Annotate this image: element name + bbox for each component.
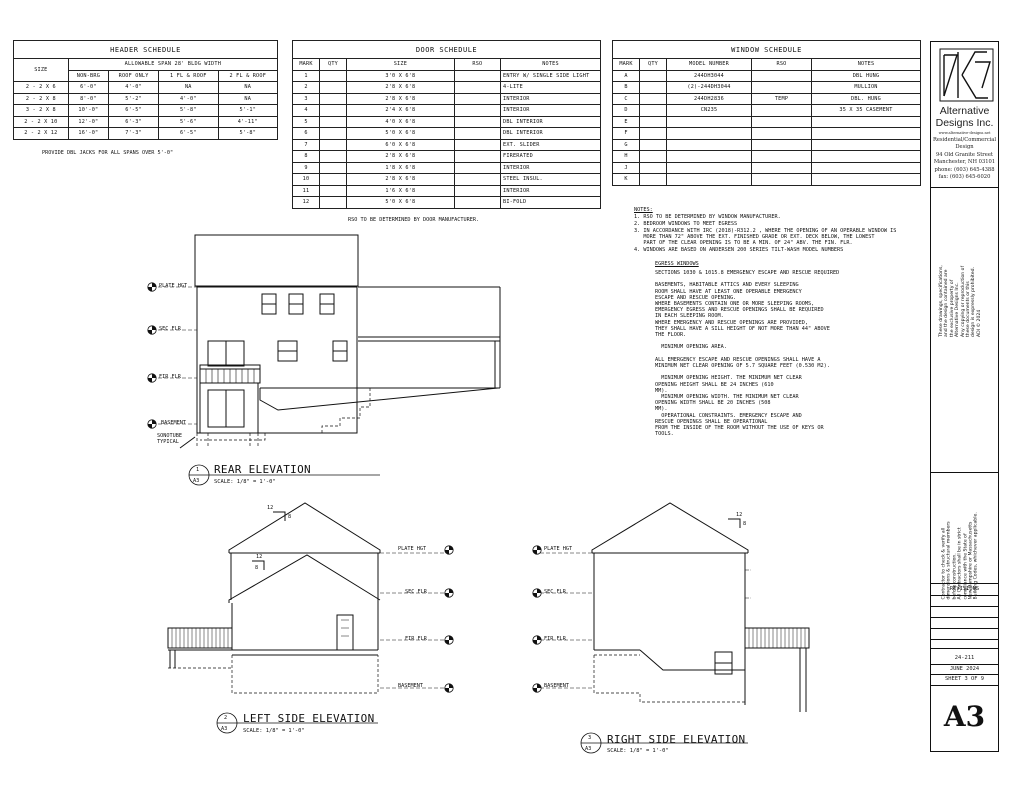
table-cell: 35 X 35 CASEMENT [812,105,921,117]
table-cell: INTERIOR [501,93,601,105]
window-col-header: MODEL NUMBER [667,59,752,71]
table-cell: 3 - 2 X 8 [14,105,69,117]
table-cell: NA [218,93,277,105]
table-cell: 2'4 X 6'8 [347,105,455,117]
table-cell: MULLION [812,82,921,94]
table-cell: J [613,162,640,174]
table-cell: 6'0 X 6'8 [347,139,455,151]
table-cell: 6 [293,128,320,140]
right-elevation-title: RIGHT SIDE ELEVATION [607,733,746,746]
table-cell: 7 [293,139,320,151]
table-cell: 6'-5" [109,105,159,117]
company-phone: phone: (603) 645-4388 [934,167,995,173]
table-cell: G [613,139,640,151]
table-cell: INTERIOR [501,105,601,117]
right-num: 3 [588,735,592,741]
table-cell: B [613,82,640,94]
left-pitch-run-lower: 8 [255,565,259,571]
table-cell: 244DH3044 [667,70,752,82]
left-sec-flr-label: SEC FLR [405,589,427,595]
rear-num: 1 [196,467,200,473]
left-elevation-drawing [168,503,445,693]
table-cell: 3 [293,93,320,105]
door-schedule-footnote: RSO TO BE DETERMINED BY DOOR MANUFACTURER. [348,217,480,223]
right-sheet: A3 [585,746,592,752]
right-pitch-run: 8 [743,521,747,527]
company-name-line2: Designs Inc. [935,117,994,129]
table-cell: BI-FOLD [501,197,601,209]
left-basement-label: BASEMENT [398,683,423,689]
table-cell: 10 [293,174,320,186]
rear-plate-label: PLATE HGT [159,283,188,289]
right-sec-flr-label: SEC FLR [544,589,566,595]
rear-fir-flr-label: FIR FLR [159,374,181,380]
sheet-number: A3 [943,700,986,733]
table-cell: 2'8 X 6'8 [347,82,455,94]
notes-item-2: 2. BEDROOM WINDOWS TO MEET EGRESS [634,221,738,227]
company-website: www.alternative-designs.net [938,131,991,135]
window-col-header: MARK [613,59,640,71]
right-plate-label: PLATE HGT [544,546,573,552]
table-cell: H [613,151,640,163]
table-cell: ENTRY W/ SINGLE SIDE LIGHT [501,70,601,82]
left-elevation-title: LEFT SIDE ELEVATION [243,712,375,725]
rear-sheet: A3 [193,478,200,484]
window-col-header: RSO [752,59,812,71]
header-schedule-title: HEADER SCHEDULE [14,41,278,59]
window-schedule-title: WINDOW SCHEDULE [613,41,921,59]
header-span-heading: ALLOWABLE SPAN 28' BLDG WIDTH [68,59,277,71]
header-size-col: SIZE [14,59,69,82]
table-cell: 2 - 2 X 10 [14,116,69,128]
company-services-1: Residential/Commercial [932,137,997,143]
window-col-header: NOTES [812,59,921,71]
drawing-date: JUNE 2024 [949,666,980,672]
notes-item-4: 4. WINDOWS ARE BASED ON ANDERSEN 200 SERIES TILT-WASH MODEL NUMBERS [634,247,844,253]
sonotube-label: SONOTUBE TYPICAL [157,433,182,445]
rear-elevation-title: REAR ELEVATION [214,463,311,476]
table-cell: 2 - 2 X 8 [14,93,69,105]
table-cell: DBL. HUNG [812,93,921,105]
door-col-header: QTY [320,59,347,71]
left-pitch-rise-lower: 12 [256,554,263,560]
table-cell: 4-LITE [501,82,601,94]
table-cell: 1'8 X 6'8 [347,162,455,174]
door-schedule-title: DOOR SCHEDULE [293,41,601,59]
rear-basement-label: BASEMENT [161,420,186,426]
egress-body: SECTIONS 1030 & 1015.8 EMERGENCY ESCAPE AND RESCUE REQUIRED BASEMENTS, HABITABLE ATTICS AND EVERY SLEEPING ROOM SHALL HAVE AT LEAST ONE OPERABLE EMERGENCY ESCAPE AND RESCUE OPENING. WHERE BASEMENTS CONTAIN ONE OR MORE SLEEPING ROOMS, EMERGENCY EGRESS AND RESCUE OPENINGS SHALL BE REQUIRED IN EACH SLEEPING ROOM. WHERE EMERGENCY AND RESCUE OPENINGS ARE PROVIDED, THEY SHALL HAVE A SILL HEIGHT OF NOT MORE THAN 44" ABOVE THE FLOOR. MINIMUM OPENING AREA. ALL EMERGENCY ESCAPE AND RESCUE OPENINGS SHALL HAVE A MINIMUM NET CLEAR OPENING OF 5.7 SQUARE FEET (0.530 M2). MINIMUM OPENING HEIGHT. THE MINIMUM NET CLEAR OPENING HEIGHT SHALL BE 24 INCHES (610 MM). MINIMUM OPENING WIDTH. THE MINIMUM NET CLEAR OPENING WIDTH SHALL BE 20 INCHES (508 MM). OPERATIONAL CONSTRAINTS. EMERGENCY ESCAPE AND RESCUE OPENINGS SHALL BE OPERATIONAL FROM THE INSIDE OF THE ROOM WITHOUT THE USE OF KEYS OR TOOLS. [655,270,840,438]
table-cell: INTERIOR [501,185,601,197]
table-cell: 2'8 X 6'8 [347,93,455,105]
table-cell: 5'-8" [159,105,218,117]
table-cell: F [613,128,640,140]
notes-item-3: 3. IN ACCORDANCE WITH IRC (2018)-R312.2 , WHERE THE OPENING OF AN OPERABLE WINDOW IS MORE THAN 72" ABOVE THE EXT. FINISHED GRADE OR EXT. DECK BELOW, THE LOWEST PART OF THE CLEAR OPENING IS TO BE A MIN. OF 24" ABV. THE FIN. FLR. [634,228,897,247]
sheet-of: SHEET 3 OF 9 [945,676,984,682]
table-cell: 2 - 2 X 12 [14,128,69,140]
table-cell: 10'-0" [68,105,108,117]
notes-item-1: 1. RSO TO BE DETERMINED BY WINDOW MANUFACTURER. [634,214,781,220]
table-cell: 5'-6" [159,116,218,128]
left-elevation-scale: SCALE: 1/8" = 1'-0" [243,728,305,734]
door-col-header: SIZE [347,59,455,71]
left-pitch-run-upper: 8 [288,514,292,520]
table-cell: 8'-0" [68,93,108,105]
door-col-header: NOTES [501,59,601,71]
table-cell: D [613,105,640,117]
right-fir-flr-label: FIR FLR [544,636,566,642]
table-cell: DBL HUNG [812,70,921,82]
window-col-header: QTY [640,59,667,71]
door-col-header: RSO [454,59,500,71]
right-pitch-rise: 12 [736,512,743,518]
rear-sec-flr-label: SEC FLR [159,326,181,332]
table-cell: 12'-0" [68,116,108,128]
left-plate-label: PLATE HGT [398,546,427,552]
table-cell: 3'0 X 6'8 [347,70,455,82]
company-address-1: 94 Old Granite Street [936,152,993,158]
table-cell: 2'8 X 6'8 [347,174,455,186]
table-cell: (2)-244DH3044 [667,82,752,94]
table-cell: 16'-0" [68,128,108,140]
table-cell: INTERIOR [501,162,601,174]
header-subcol: ROOF ONLY [109,70,159,82]
table-cell: DBL INTERIOR [501,116,601,128]
revisions-label: REVISIONS [949,586,980,592]
right-elevation-scale: SCALE: 1/8" = 1'-0" [607,748,669,754]
table-cell: 6'-0" [68,82,108,94]
header-subcol: NON-BRG [68,70,108,82]
header-subcol: 1 FL & ROOF [159,70,218,82]
right-basement-label: BASEMENT [544,683,569,689]
table-cell: 1'6 X 6'8 [347,185,455,197]
title-block [930,41,999,752]
notes-heading: NOTES: [634,207,653,213]
table-cell: CN235 [667,105,752,117]
company-name-line1: Alternative [939,105,990,117]
left-num: 2 [224,715,228,721]
table-cell: 6'-3" [109,116,159,128]
company-services-2: Design [955,144,974,150]
table-cell: TEMP [752,93,812,105]
table-cell: 4'0 X 6'8 [347,116,455,128]
table-cell: 6'-5" [159,128,218,140]
table-cell: 2 [293,82,320,94]
table-cell: 4 [293,105,320,117]
company-address-2: Manchester, NH 03101 [933,159,996,165]
left-sheet: A3 [221,726,228,732]
table-cell: 7'-3" [109,128,159,140]
table-cell: 5'0 X 6'8 [347,197,455,209]
contractor-notice: Contractor to check & verify all dimensions & structural members before construction. All Contractors shall be in strict compliance with the State of New Hampshire or Massachusetts Building Codes, whichever applicable. [941,512,979,600]
table-cell: A [613,70,640,82]
table-cell: 5'-8" [218,128,277,140]
table-cell: 5'0 X 6'8 [347,128,455,140]
table-cell: NA [218,82,277,94]
table-cell: 5'-2" [109,93,159,105]
header-subcol: 2 FL & ROOF [218,70,277,82]
table-cell: FIRERATED [501,151,601,163]
level-markers [148,283,541,692]
table-cell: 9 [293,162,320,174]
table-cell: 11 [293,185,320,197]
right-elevation-drawing [540,503,809,712]
table-cell: STEEL INSUL. [501,174,601,186]
table-cell: 12 [293,197,320,209]
table-cell: 4'-0" [159,93,218,105]
door-col-header: MARK [293,59,320,71]
job-number: 24-211 [954,655,975,661]
table-cell: DBL INTERIOR [501,128,601,140]
table-cell: NA [159,82,218,94]
table-cell: E [613,116,640,128]
table-cell: 5 [293,116,320,128]
table-cell: K [613,174,640,186]
table-cell: 2 - 2 X 6 [14,82,69,94]
table-cell: 4'-0" [109,82,159,94]
company-fax: fax: (603) 645-6020 [938,174,991,180]
header-schedule-footnote: PROVIDE DBL JACKS FOR ALL SPANS OVER 5'-0" [42,150,174,156]
table-cell: 2'8 X 6'8 [347,151,455,163]
table-cell: 5'-1" [218,105,277,117]
copyright-notice: These drawings, specifications, and the design contained are the exclusive property of Alternative Designs Inc. Any copying or reproduction of these documents or this design is expressly prohibited. ADI © 2024 [939,265,982,337]
left-pitch-rise-upper: 12 [267,505,274,511]
table-cell: EXT. SLIDER [501,139,601,151]
table-cell: 244DH2836 [667,93,752,105]
left-fir-flr-label: FIR FLR [405,636,427,642]
table-cell: C [613,93,640,105]
table-cell: 4'-11" [218,116,277,128]
table-cell: 1 [293,70,320,82]
table-cell: 8 [293,151,320,163]
rear-elevation-scale: SCALE: 1/8" = 1'-0" [214,479,276,485]
rear-elevation-drawing [158,235,500,448]
egress-heading: EGRESS WINDOWS [655,261,699,267]
